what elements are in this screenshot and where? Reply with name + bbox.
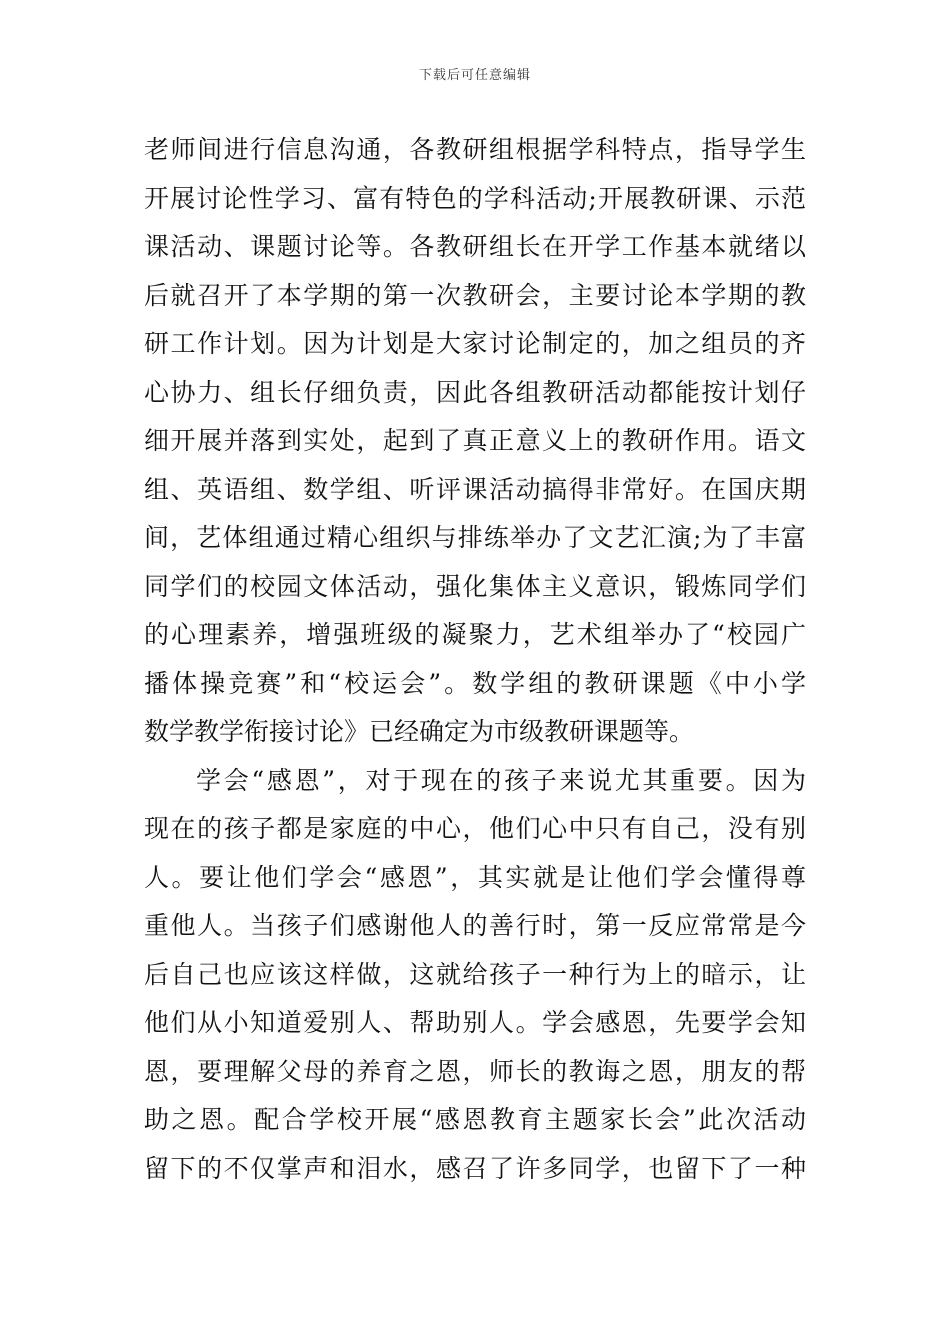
text-line: 研工作计划。因为计划是大家讨论制定的，加之组员的齐	[144, 329, 806, 358]
text-line: 间，艺体组通过精心组织与排练举办了文艺汇演;为了丰富	[144, 523, 806, 552]
text-line: 细开展并落到实处，起到了真正意义上的教研作用。语文	[144, 426, 806, 455]
paragraph-2	[144, 757, 806, 1194]
text-line: 数学教学衔接讨论》已经确定为市级教研课题等。	[144, 717, 695, 746]
text-line: 助之恩。配合学校开展“感恩教育主题家长会”此次活动	[144, 1105, 806, 1134]
page-header: 下载后可任意编辑	[418, 68, 531, 83]
text-line: 留下的不仅掌声和泪水，感召了许多同学，也留下了一种	[144, 1153, 806, 1183]
text-line: 组、英语组、数学组、听评课活动搞得非常好。在国庆期	[144, 474, 806, 504]
text-line: 重他人。当孩子们感谢他人的善行时，第一反应常常是今	[144, 911, 806, 940]
text-line: 老师间进行信息沟通，各教研组根据学科特点，指导学生	[144, 135, 806, 164]
text-line: 同学们的校园文体活动，强化集体主义意识，锻炼同学们	[144, 571, 806, 601]
text-line: 学会“感恩”，对于现在的孩子来说尤其重要。因为	[196, 765, 806, 795]
text-line: 现在的孩子都是家庭的中心，他们心中只有自己，没有别	[144, 814, 806, 843]
text-line: 播体操竞赛”和“校运会”。数学组的教研课题《中小学	[144, 668, 806, 698]
text-line: 心协力、组长仔细负责，因此各组教研活动都能按计划仔	[144, 377, 806, 407]
text-line: 的心理素养，增强班级的凝聚力，艺术组举办了“校园广	[144, 620, 806, 649]
paragraph-1	[144, 126, 806, 757]
text-line: 他们从小知道爱别人、帮助别人。学会感恩，先要学会知	[144, 1008, 806, 1037]
text-line: 课活动、课题讨论等。各教研组长在开学工作基本就绪以	[144, 232, 806, 261]
text-line: 后自己也应该这样做，这就给孩子一种行为上的暗示，让	[144, 959, 806, 989]
text-line: 后就召开了本学期的第一次教研会，主要讨论本学期的教	[144, 280, 806, 310]
text-line: 人。要让他们学会“感恩”，其实就是让他们学会懂得尊	[144, 862, 806, 892]
text-line: 开展讨论性学习、富有特色的学科活动;开展教研课、示范	[144, 183, 806, 213]
document-body	[144, 126, 806, 1193]
text-line: 恩，要理解父母的养育之恩，师长的教诲之恩，朋友的帮	[144, 1056, 806, 1086]
